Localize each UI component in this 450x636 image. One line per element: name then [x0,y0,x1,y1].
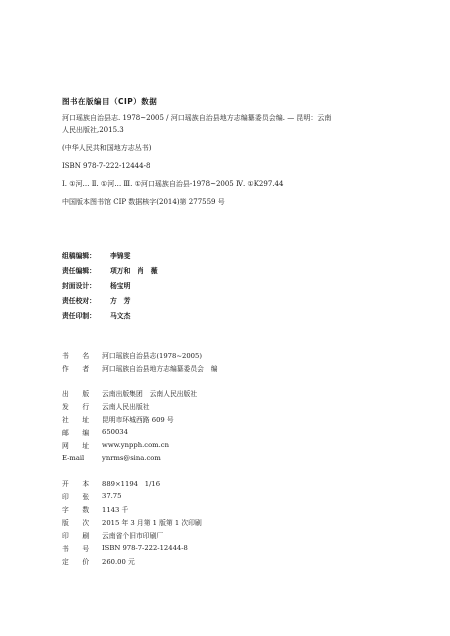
spec-label: 书 名 [62,351,90,360]
staff-role: 责任编辑： [62,267,96,275]
staff-role: 组稿编辑： [62,252,96,260]
spec-value: ISBN 978-7-222-12444-8 [102,543,188,552]
staff-name: 方 芳 [110,297,131,305]
spec-value: 37.75 [102,491,122,500]
spec-label: 版 次 [62,518,90,527]
spec-value: 昆明市环城西路 609 号 [102,415,174,424]
spec-value: 云南出版集团 云南人民出版社 [102,389,198,398]
staff-row [62,280,158,295]
spec-value: 650034 [102,427,128,436]
spec-label: 作 者 [62,364,90,373]
staff-role: 责任校对： [62,297,96,305]
spec-row [62,438,218,451]
spec-label: 出 版 [62,389,90,398]
spec-row [62,425,218,438]
cip-line-isbn: ISBN 978-7-222-12444-8 [62,162,151,170]
spec-row [62,412,218,425]
spec-value: 889×1194 1/16 [102,479,161,488]
cip-line-record-number: 中国版本图书馆 CIP 数据核字(2014)第 277559 号 [62,198,225,206]
staff-role: 责任印制： [62,312,96,320]
spec-row [62,554,218,567]
spec-label: 印 刷 [62,531,90,540]
spec-row [62,399,218,412]
spec-value: 260.00 元 [102,557,135,566]
spec-label: 印 张 [62,492,90,501]
staff-row [62,295,158,310]
spec-label: 社 址 [62,415,90,424]
spec-label: 书 号 [62,544,90,553]
spec-row [62,348,218,361]
staff-row [62,310,158,325]
staff-row [62,250,158,265]
spec-label: 定 价 [62,557,90,566]
spec-label: 开 本 [62,479,90,488]
spec-value: 云南人民出版社 [102,402,150,411]
spec-row [62,489,218,502]
spec-row [62,528,218,541]
spec-label: 网 址 [62,441,90,450]
spec-row [62,386,218,399]
staff-name: 李锦雯 [110,252,131,260]
cip-line-publisher: 人民出版社,2015.3 [62,126,124,134]
cip-heading: 图书在版编目（CIP）数据 [62,97,158,106]
staff-name: 马文杰 [110,312,131,320]
staff-credits [62,250,158,325]
spec-row [62,515,218,528]
spec-value: 河口瑶族自治县志(1978~2005) [102,351,202,360]
spec-value: 河口瑶族自治县地方志编纂委员会 编 [102,364,218,373]
staff-name: 项万和 肖 薇 [110,267,158,275]
spec-value: 云南省个旧市印刷厂 [102,531,164,540]
publication-specs [62,348,218,567]
spec-label: 邮 编 [62,428,90,437]
spec-row [62,361,218,374]
spec-row [62,541,218,554]
staff-row [62,265,158,280]
cip-line-series: (中华人民共和国地方志丛书) [62,144,152,152]
spec-row [62,502,218,515]
spec-row [62,451,218,464]
staff-name: 杨宝明 [110,282,131,290]
staff-role: 封面设计： [62,282,96,290]
cip-line-title: 河口瑶族自治县志. 1978~2005 / 河口瑶族自治县地方志编纂委员会编. — 昆明：云南 [62,114,332,122]
spec-row [62,476,218,489]
spec-label: E-mail [62,453,85,462]
cip-record [62,112,392,208]
website-url: www.ynpph.com.cn [102,440,169,449]
spec-label: 发 行 [62,402,90,411]
spec-value: 2015 年 3 月第 1 版第 1 次印刷 [102,518,202,527]
email-address: ynrms@sina.com [102,453,161,462]
cip-line-classification: Ⅰ. ①河… Ⅱ. ①河… Ⅲ. ①河口瑶族自治县-1978~2005 Ⅳ. ①K297.44 [62,180,284,188]
spec-label: 字 数 [62,505,90,514]
spec-value: 1143 千 [102,505,129,514]
